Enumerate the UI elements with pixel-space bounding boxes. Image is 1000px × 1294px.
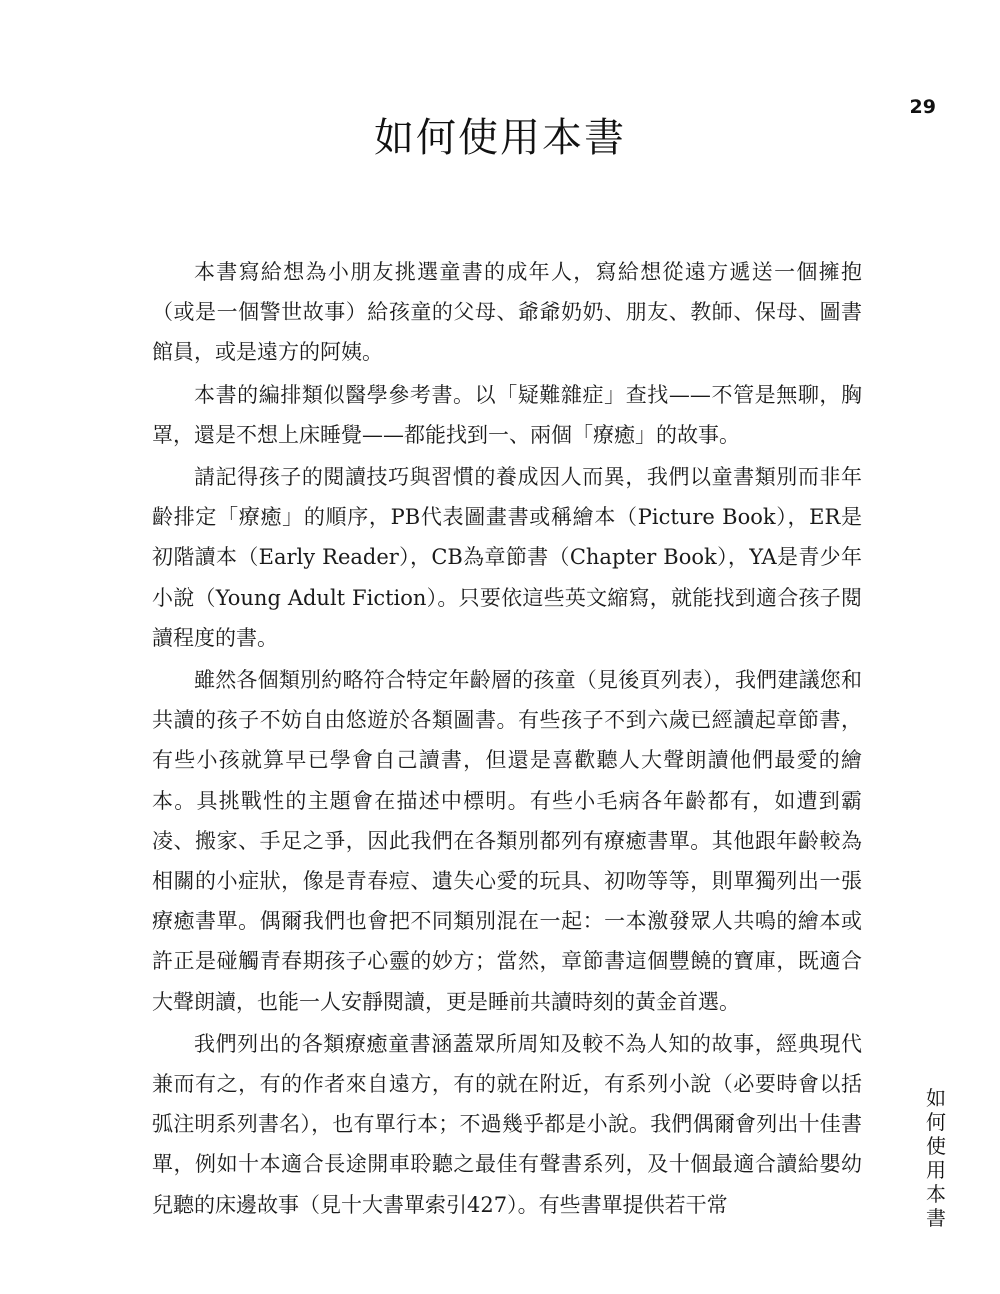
paragraph-4: 雖然各個類別約略符合特定年齡層的孩童（見後頁列表），我們建議您和共讀的孩子不妨自由悠遊於各類圖書。有些孩子不到六歲已經讀起章節書，有些小孩就算早已學會自己讀書，但還是喜歡聽人大聲朗讀他們最愛的繪本。具挑戰性的主題會在描述中標明。有些小毛病各年齡都有，如遭到霸凌、搬家、手足之爭，因此我們在各類別都列有療癒書單。其他跟年齡較為相關的小症狀，像是青春痘、遺失心愛的玩具、初吻等等，則單獨列出一張療癒書單。偶爾我們也會把不同類別混在一起：一本激發眾人共鳴的繪本或許正是碰觸青春期孩子心靈的妙方；當然，章節書這個豐饒的寶庫，既適合大聲朗讀，也能一人安靜閱讀，更是睡前共讀時刻的黃金首選。 (152, 668, 862, 1014)
page-title: 如何使用本書 (374, 115, 626, 161)
paragraph-5: 我們列出的各類療癒童書涵蓋眾所周知及較不為人知的故事，經典現代兼而有之，有的作者來自遠方，有的就在附近，有系列小說（必要時會以括弧注明系列書名），也有單行本；不過幾乎都是小說。我們偶爾會列出十佳書單，例如十本適合長途開車聆聽之最佳有聲書系列，及十個最適合讀給嬰幼兒聽的床邊故事（見十大書單索引427）。有些書單提供若干常 (152, 1031, 862, 1217)
side-title-char: 用 (926, 1158, 946, 1182)
paragraph-2: 本書的編排類似醫學參考書。以「疑難雜症」查找——不管是無聊，胸罩，還是不想上床睡覺——都能找到一、兩個「療癒」的故事。 (152, 382, 862, 447)
paragraph-1: 本書寫給想為小朋友挑選童書的成年人，寫給想從遠方遞送一個擁抱（或是一個警世故事）給孩童的父母、爺爺奶奶、朋友、教師、保母、圖書館員，或是遠方的阿姨。 (152, 260, 862, 365)
side-chapter-title (922, 1086, 950, 1230)
paragraph-3: 請記得孩子的閱讀技巧與習慣的養成因人而異，我們以童書類別而非年齡排定「療癒」的順序，PB代表圖畫書或稱繪本（Picture Book），ER是初階讀本（Early Reader），CB為章節書（Chapter Book），YA是青少年小說（Young Adult Fiction）。只要依這些英文縮寫，就能找到適合孩子閱讀程度的書。 (152, 465, 862, 650)
body-text (152, 252, 862, 1227)
side-title-char: 如 (926, 1086, 946, 1110)
side-title-char: 何 (926, 1110, 946, 1134)
page-number: 29 (909, 96, 936, 118)
side-title-char: 本 (926, 1182, 946, 1206)
side-title-char: 書 (926, 1206, 946, 1230)
side-title-char: 使 (926, 1134, 946, 1158)
